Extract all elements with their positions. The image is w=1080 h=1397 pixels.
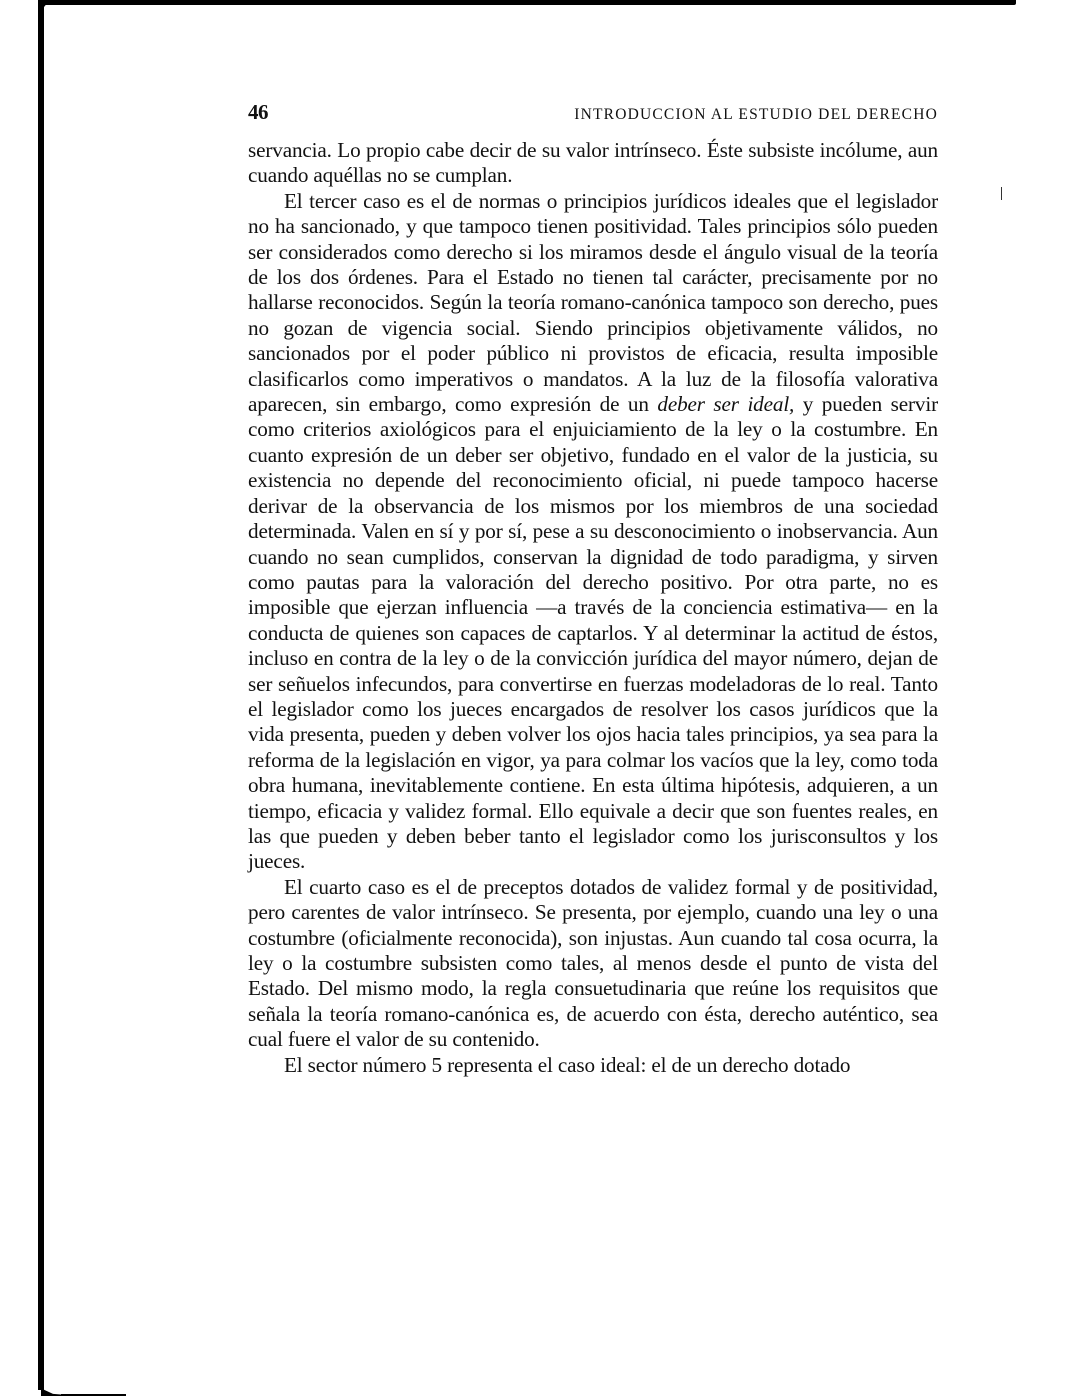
paragraph-text: El tercer caso es el de normas o principios jurídicos ideales que el legislador no ha sancionado, y que tampoco tienen positividad. Tales principios sólo pueden ser considerados como derecho si los miramos desde el ángulo visual de la teoría de los dos órdenes. Para el Estado no tienen tal carácter, precisamente por no hallarse reconocidos. Según la teoría romano-canónica tampoco son derecho, pues no gozan de vigencia social. Siendo principios objetivamente válidos, no sancionados por el poder público ni provistos de eficacia, resulta imposible clasificarlos como imperativos o mandatos. A la luz de la filosofía valorativa aparecen, sin embargo, como expresión de un	[248, 188, 938, 417]
page-number: 46	[248, 100, 268, 124]
paragraph-text: servancia. Lo propio cabe decir de su valor intrínseco. Éste subsiste incólume, aun cuando aquéllas no se cumplan.	[248, 138, 938, 188]
paragraph-text: El sector número 5 representa el caso ideal: el de un derecho dotado	[284, 1052, 851, 1077]
paragraph-text: El cuarto caso es el de preceptos dotados de validez formal y de positividad, pero carentes de valor intrínseco. Se presenta, por ejemplo, cuando una ley o una costumbre (oficialmente reconocida), son injustas. Aun cuando tal cosa ocurra, la ley o la costumbre subsisten como tales, al menos desde el punto de vista del Estado. Del mismo modo, la regla consuetudinaria que reúne los requisitos que señala la teoría romano-canónica es, de acuerdo con ésta, derecho auténtico, sea cual fuere el valor de su contenido.	[248, 874, 938, 1052]
paragraph-1	[248, 138, 938, 189]
running-header	[248, 100, 938, 138]
scan-artifact-mark	[1001, 187, 1002, 200]
book-page	[248, 100, 938, 1078]
paragraph-3	[248, 875, 938, 1053]
paragraph-text: y pueden servir como criterios axiológicos para el enjuiciamiento de la ley o la costumbre. En cuanto expresión de un deber ser objetivo, fundado en el valor de la justicia, su existencia no depende del reconocimiento oficial, ni puede tampoco hacerse derivar de la observancia de los mismos por los miembros de una sociedad determinada. Valen en sí y por sí, pese a su desconocimiento o inobservancia. Aun cuando no sean cumplidos, conservan la dignidad de todo paradigma, y sirven como pautas para la valoración del derecho positivo. Por otra parte, no es imposible que ejerzan influencia —a través de la conciencia estimativa— en la conducta de quienes son capaces de captarlos. Y al determinar la actitud de éstos, incluso en contra de la ley o de la convicción jurídica del mayor número, dejan de ser señuelos infecundos, para convertirse en fuerzas modeladoras de lo real. Tanto el legislador como los jueces encargados de resolver los casos jurídicos que la vida presenta, pueden y deben volver los ojos hacia tales principios, ya sea para la reforma de la legislación en vigor, ya para colmar los vacíos que la ley, como toda obra humana, inevitablemente contiene. En esta última hipótesis, adquieren, a un tiempo, eficacia y validez formal. Ello equivale a decir que son fuentes reales, en las que pueden y deben beber tanto el legislador como los jurisconsultos y los jueces.	[248, 392, 938, 874]
scan-border-corner	[41, 1382, 126, 1397]
paragraph-2	[248, 189, 938, 875]
running-title: INTRODUCCION AL ESTUDIO DEL DERECHO	[574, 106, 938, 123]
body-text	[248, 138, 938, 1078]
paragraph-4	[248, 1053, 938, 1078]
italic-emphasis: deber ser ideal,	[657, 392, 795, 417]
scan-border-top	[38, 0, 1016, 5]
scan-border-left	[38, 0, 44, 1390]
